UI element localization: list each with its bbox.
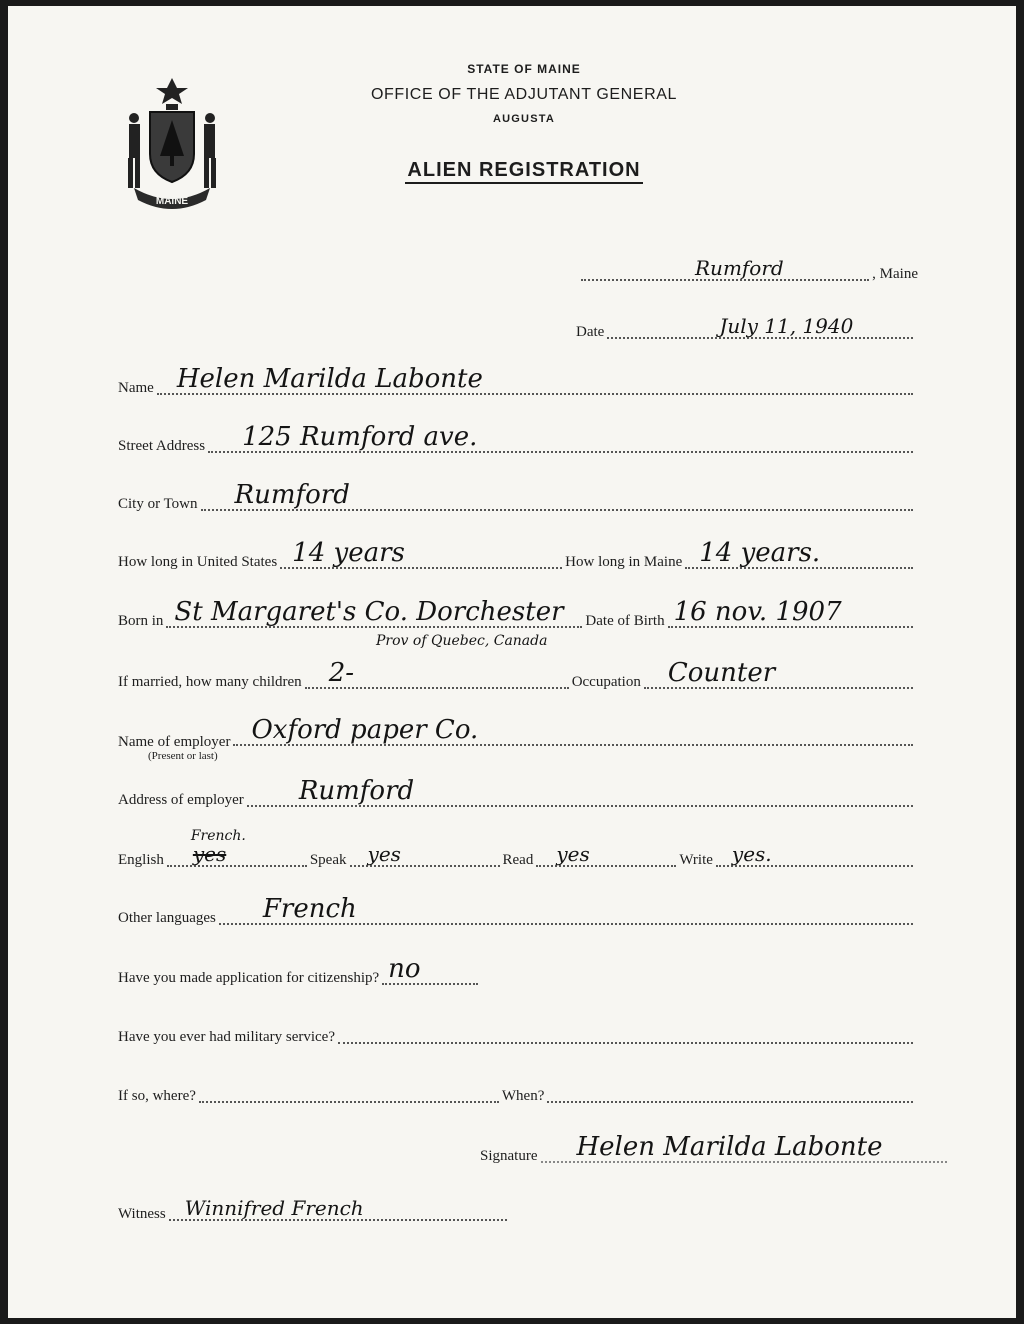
dob-value: 16 nov. 1907	[673, 597, 842, 627]
write-field	[716, 842, 913, 867]
born-field	[166, 597, 582, 628]
write-value: yes.	[731, 842, 772, 866]
born-value-continued: Prov of Quebec, Canada	[376, 633, 548, 649]
street-row	[118, 422, 916, 456]
employer-label: Name of employer	[118, 734, 231, 750]
residence-row	[118, 538, 916, 572]
family-row	[118, 658, 916, 692]
svg-text:MAINE: MAINE	[155, 196, 189, 207]
military-label: Have you ever had military service?	[118, 1029, 335, 1045]
city-value: Rumford	[234, 480, 350, 510]
witness-field	[169, 1196, 507, 1221]
when-field	[547, 1083, 913, 1103]
language-skills-row	[118, 828, 916, 870]
date-value: July 11, 1940	[719, 314, 854, 338]
occupation-label: Occupation	[571, 674, 641, 690]
occupation-value: Counter	[667, 658, 776, 688]
name-value: Helen Marilda Labonte	[176, 364, 483, 394]
citizenship-label: Have you made application for citizenship?	[118, 970, 380, 986]
service-row	[118, 1082, 916, 1106]
employer-label-group	[118, 733, 230, 762]
document-page	[8, 6, 1016, 1318]
name-row	[118, 364, 916, 398]
street-label: Street Address	[118, 438, 206, 454]
place-value: Rumford	[695, 256, 784, 280]
other-languages-field	[219, 894, 913, 925]
employer-field	[233, 715, 913, 746]
maine-years-label: How long in Maine	[565, 554, 683, 570]
dob-field	[668, 597, 913, 628]
signature-field	[541, 1132, 948, 1163]
employer-address-row	[118, 776, 916, 810]
date-field	[607, 314, 913, 339]
write-label: Write	[679, 852, 713, 868]
maine-years-value: 14 years.	[699, 538, 821, 568]
employer-address-label: Address of employer	[118, 792, 244, 808]
other-languages-row	[118, 894, 916, 928]
english-correction: French.	[190, 828, 246, 844]
children-label: If married, how many children	[118, 674, 302, 690]
city-heading: AUGUSTA	[493, 113, 555, 125]
employer-address-value: Rumford	[298, 776, 415, 806]
when-label: When?	[501, 1088, 545, 1104]
signature-row	[480, 1132, 950, 1166]
children-field	[305, 658, 569, 689]
us-years-value: 14 years	[292, 538, 405, 568]
read-value: yes	[556, 842, 590, 866]
military-row	[118, 1023, 916, 1047]
us-years-field	[280, 538, 562, 569]
place-field	[581, 256, 869, 281]
witness-label: Witness	[118, 1206, 166, 1222]
children-value: 2-	[328, 658, 355, 688]
speak-label: Speak	[309, 852, 347, 868]
form-title: ALIEN REGISTRATION	[8, 159, 1024, 182]
place-row	[578, 256, 918, 284]
speak-value: yes	[367, 842, 401, 866]
where-field	[199, 1083, 499, 1103]
city-label: City or Town	[118, 496, 198, 512]
birth-row	[118, 597, 916, 631]
city-row	[118, 480, 916, 514]
employer-value: Oxford paper Co.	[251, 715, 479, 745]
employer-row	[118, 715, 916, 762]
witness-row	[118, 1196, 510, 1224]
city-field	[201, 480, 913, 511]
us-years-label: How long in United States	[118, 554, 278, 570]
office-heading: OFFICE OF THE ADJUTANT GENERAL	[370, 86, 678, 103]
name-label: Name	[118, 380, 154, 396]
military-field	[338, 1024, 913, 1044]
state-heading: STATE OF MAINE	[467, 62, 581, 76]
place-label: , Maine	[872, 266, 918, 282]
date-row	[576, 314, 916, 342]
name-field	[157, 364, 913, 395]
english-value: yes	[192, 842, 227, 866]
maine-years-field	[685, 538, 913, 569]
dob-label: Date of Birth	[585, 613, 665, 629]
english-field	[167, 828, 307, 867]
english-label: English	[118, 852, 164, 868]
employer-note: (Present or last)	[148, 750, 218, 762]
other-languages-value: French	[262, 894, 357, 924]
born-value: St Margaret's Co. Dorchester	[174, 597, 564, 627]
employer-address-field	[247, 776, 913, 807]
date-label: Date	[576, 324, 605, 340]
read-field	[536, 842, 676, 867]
witness-value: Winnifred French	[184, 1196, 364, 1220]
signature-value: Helen Marilda Labonte	[576, 1132, 883, 1162]
occupation-field	[644, 658, 913, 689]
signature-label: Signature	[480, 1148, 538, 1164]
citizenship-row	[118, 954, 916, 988]
other-languages-label: Other languages	[118, 910, 216, 926]
street-value: 125 Rumford ave.	[242, 422, 478, 452]
citizenship-field	[382, 954, 478, 985]
born-label: Born in	[118, 613, 164, 629]
read-label: Read	[502, 852, 534, 868]
speak-field	[350, 842, 500, 867]
where-label: If so, where?	[118, 1088, 196, 1104]
street-field	[208, 422, 913, 453]
citizenship-value: no	[388, 954, 421, 984]
